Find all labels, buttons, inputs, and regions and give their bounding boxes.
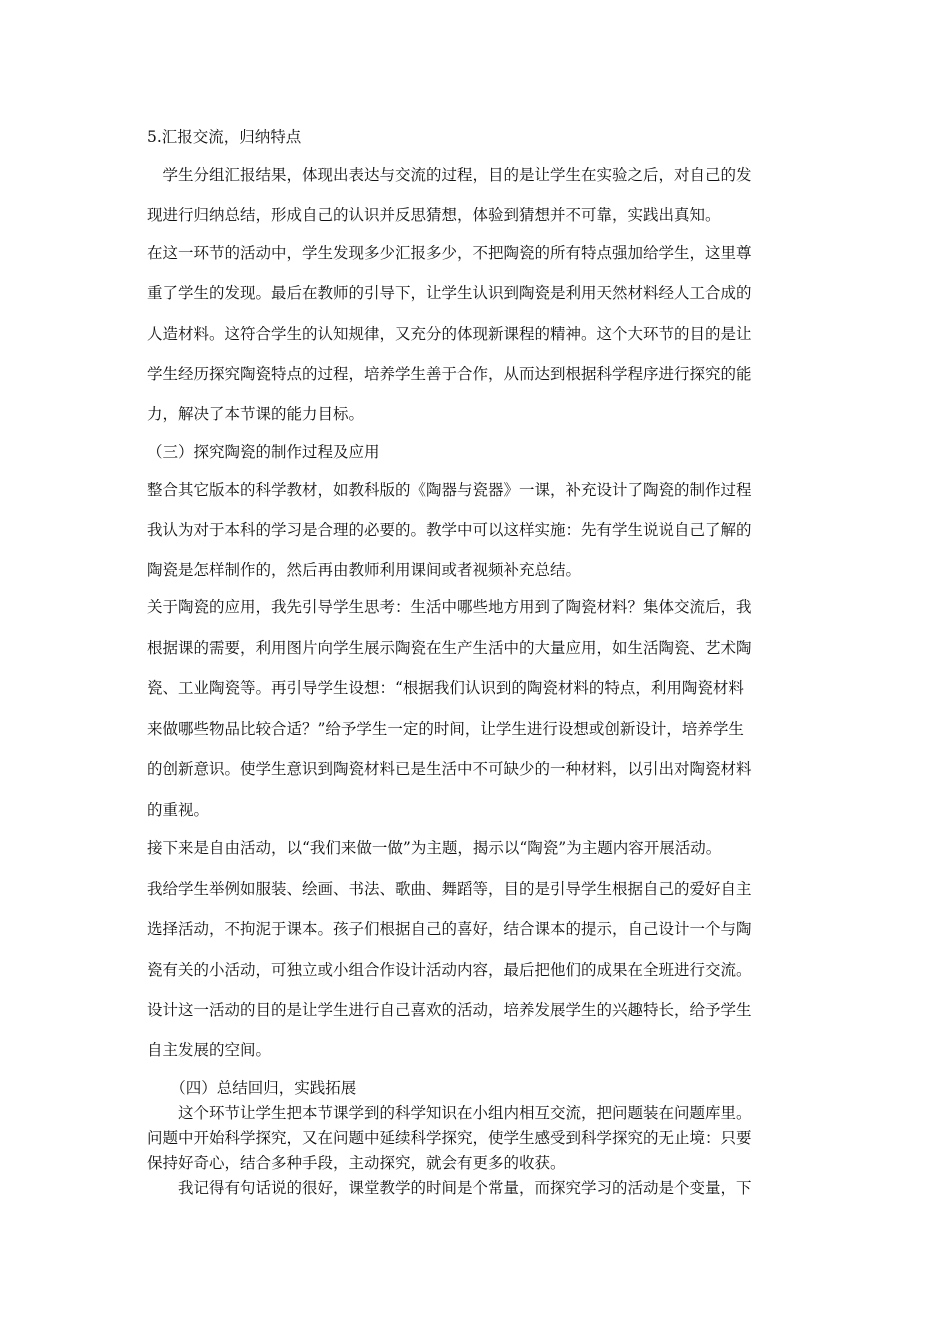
paragraph-line: 力，解决了本节课的能力目标。: [147, 405, 365, 423]
paragraph-line: 自主发展的空间。: [147, 1041, 272, 1059]
paragraph-line: 设计这一活动的目的是让学生进行自己喜欢的活动，培养发展学生的兴趣特长，给予学生: [147, 1001, 752, 1019]
paragraph-line: 重了学生的发现。最后在教师的引导下，让学生认识到陶瓷是利用天然材料经人工合成的: [147, 284, 752, 302]
paragraph-line: 选择活动，不拘泥于课本。孩子们根据自己的喜好，结合课本的提示，自己设计一个与陶: [147, 920, 752, 938]
paragraph-line: 学生经历探究陶瓷特点的过程，培养学生善于合作，从而达到根据科学程序进行探究的能: [147, 365, 752, 383]
section-heading: 5.汇报交流，归纳特点: [147, 128, 302, 146]
section-heading: （三）探究陶瓷的制作过程及应用: [147, 443, 380, 461]
paragraph-line: 我记得有句话说的很好，课堂教学的时间是个常量，而探究学习的活动是个变量，下: [147, 1179, 752, 1197]
paragraph-line: 关于陶瓷的应用，我先引导学生思考：生活中哪些地方用到了陶瓷材料？集体交流后，我: [147, 598, 752, 616]
paragraph-line: 来做哪些物品比较合适？”给予学生一定的时间，让学生进行设想或创新设计，培养学生: [147, 720, 744, 738]
paragraph-line: 在这一环节的活动中，学生发现多少汇报多少，不把陶瓷的所有特点强加给学生，这里尊: [147, 244, 752, 262]
paragraph-line: 问题中开始科学探究，又在问题中延续科学探究，使学生感受到科学探究的无止境：只要: [147, 1129, 752, 1147]
paragraph-line: 瓷、工业陶瓷等。再引导学生设想：“根据我们认识到的陶瓷材料的特点，利用陶瓷材料: [147, 679, 744, 697]
paragraph-line: 瓷有关的小活动，可独立或小组合作设计活动内容，最后把他们的成果在全班进行交流。: [147, 961, 752, 979]
paragraph-line: 现进行归纳总结，形成自己的认识并反思猜想，体验到猜想并不可靠，实践出真知。: [147, 206, 721, 224]
paragraph-line: 这个环节让学生把本节课学到的科学知识在小组内相互交流，把问题装在问题库里。: [147, 1104, 752, 1122]
paragraph-line: 学生分组汇报结果，体现出表达与交流的过程，目的是让学生在实验之后，对自己的发: [147, 166, 752, 184]
paragraph-line: 整合其它版本的科学教材，如教科版的《陶器与瓷器》一课，补充设计了陶瓷的制作过程: [147, 481, 752, 499]
paragraph-line: 人造材料。这符合学生的认知规律，又充分的体现新课程的精神。这个大环节的目的是让: [147, 325, 752, 343]
paragraph-line: 的创新意识。使学生意识到陶瓷材料已是生活中不可缺少的一种材料，以引出对陶瓷材料: [147, 760, 752, 778]
paragraph-line: 陶瓷是怎样制作的，然后再由教师利用课间或者视频补充总结。: [147, 561, 582, 579]
paragraph-line: 接下来是自由活动，以“我们来做一做”为主题，揭示以“陶瓷”为主题内容开展活动。: [147, 839, 722, 857]
section-heading: （四）总结回归，实践拓展: [147, 1079, 357, 1097]
paragraph-line: 的重视。: [147, 801, 210, 819]
paragraph-line: 我认为对于本科的学习是合理的必要的。教学中可以这样实施：先有学生说说自己了解的: [147, 521, 752, 539]
paragraph-line: 保持好奇心，结合多种手段，主动探究，就会有更多的收获。: [147, 1154, 566, 1172]
paragraph-line: 根据课的需要，利用图片向学生展示陶瓷在生产生活中的大量应用，如生活陶瓷、艺术陶: [147, 639, 752, 657]
paragraph-line: 我给学生举例如服装、绘画、书法、歌曲、舞蹈等，目的是引导学生根据自己的爱好自主: [147, 880, 752, 898]
